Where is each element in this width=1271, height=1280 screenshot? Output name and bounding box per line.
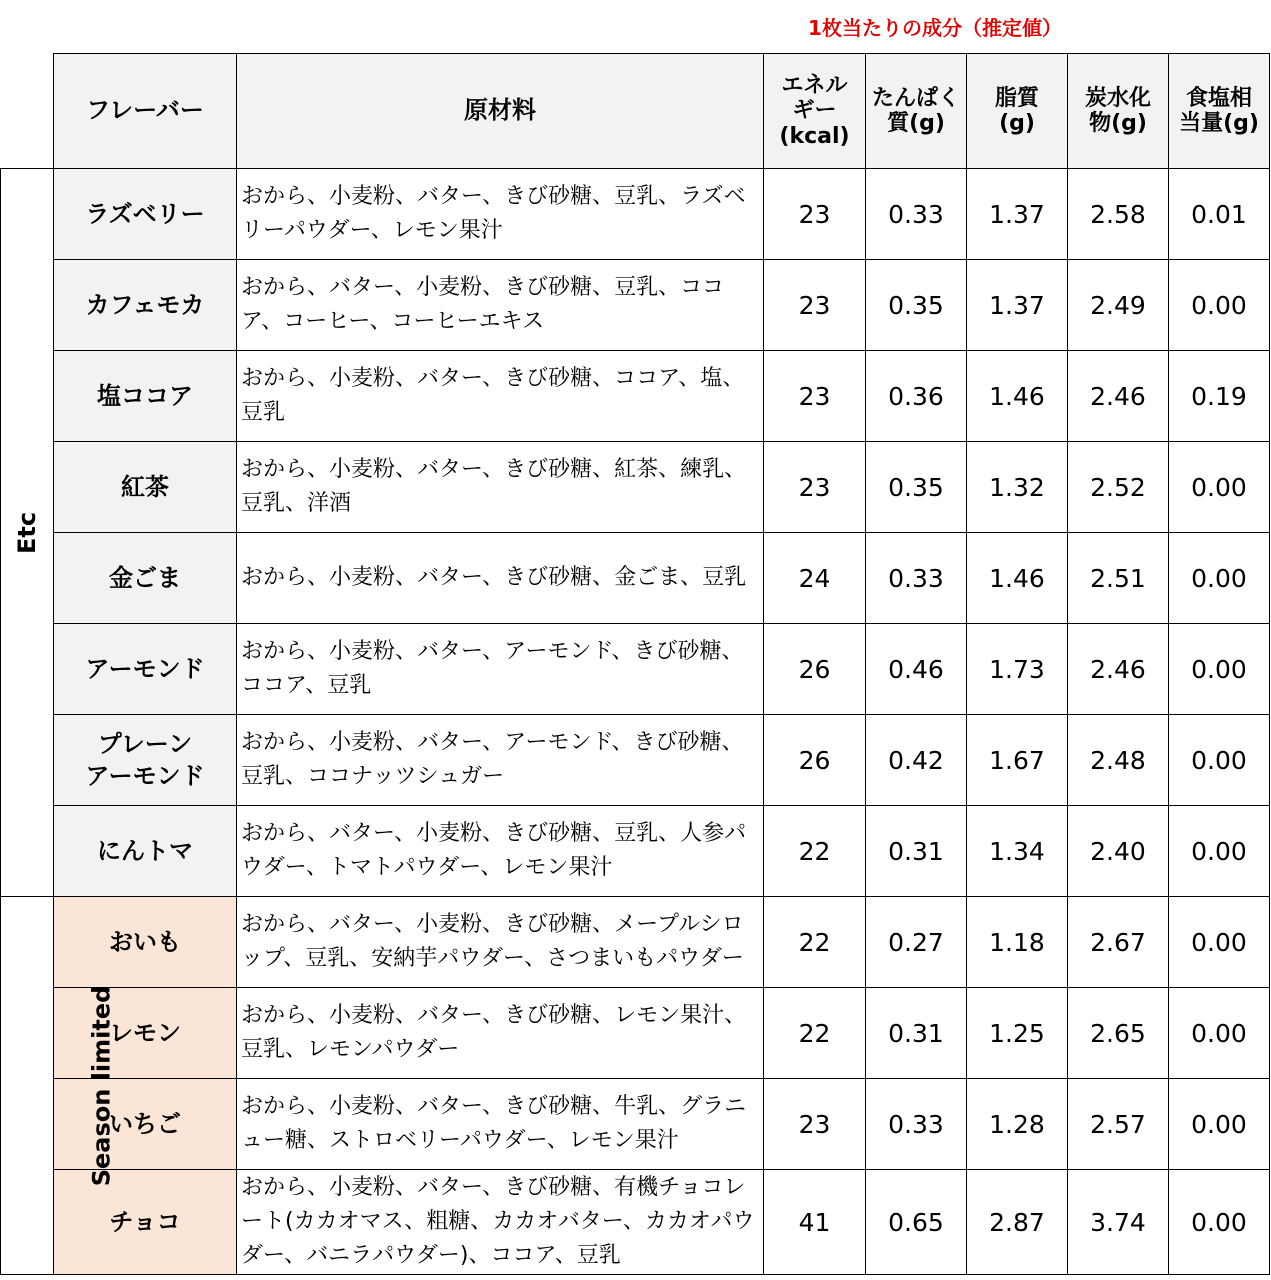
carbs-cell: 2.65 [1068, 988, 1169, 1079]
header-fat-line2: (g) [999, 111, 1035, 136]
header-salt-line1: 食塩相 [1185, 85, 1252, 111]
carbs-cell: 2.49 [1068, 260, 1169, 351]
ingredients-cell: おから、小麦粉、バター、きび砂糖、有機チョコレート(カカオマス、粗糖、カカオバター、カカオパウダー、バニラパウダー)、ココア、豆乳 [237, 1170, 764, 1275]
salt-cell: 0.00 [1169, 533, 1270, 624]
table-row [1, 988, 1270, 1079]
energy-cell: 26 [764, 715, 866, 806]
ingredients-cell: おから、小麦粉、バター、きび砂糖、ココア、塩、豆乳 [237, 351, 764, 442]
salt-cell: 0.00 [1169, 988, 1270, 1079]
carbs-cell: 2.46 [1068, 624, 1169, 715]
salt-cell: 0.00 [1169, 806, 1270, 897]
salt-cell: 0.00 [1169, 1079, 1270, 1170]
protein-cell: 0.33 [866, 1079, 967, 1170]
header-protein-line2: 質(g) [887, 111, 945, 136]
flavor-cell: チョコ [54, 1170, 237, 1275]
table-row [1, 442, 1270, 533]
energy-cell: 23 [764, 1079, 866, 1170]
table-row [1, 624, 1270, 715]
protein-cell: 0.33 [866, 533, 967, 624]
fat-cell: 1.37 [967, 169, 1068, 260]
table-row [1, 351, 1270, 442]
ingredients-cell: おから、バター、小麦粉、きび砂糖、豆乳、ココア、コーヒー、コーヒーエキス [237, 260, 764, 351]
flavor-cell: おいも [54, 897, 237, 988]
table-row [1, 169, 1270, 260]
ingredients-cell: おから、小麦粉、バター、きび砂糖、レモン果汁、豆乳、レモンパウダー [237, 988, 764, 1079]
ingredients-cell: おから、小麦粉、バター、きび砂糖、豆乳、ラズベリーパウダー、レモン果汁 [237, 169, 764, 260]
ingredients-cell: おから、小麦粉、バター、きび砂糖、牛乳、グラニュー糖、ストロベリーパウダー、レモン果汁 [237, 1079, 764, 1170]
ingredients-cell: おから、バター、小麦粉、きび砂糖、メープルシロップ、豆乳、安納芋パウダー、さつまいもパウダー [237, 897, 764, 988]
fat-cell: 1.32 [967, 442, 1068, 533]
protein-cell: 0.42 [866, 715, 967, 806]
header-ingredients: 原材料 [237, 54, 764, 169]
ingredients-cell: おから、小麦粉、バター、アーモンド、きび砂糖、ココア、豆乳 [237, 624, 764, 715]
flavor-cell: ラズベリー [54, 169, 237, 260]
flavor-cell [54, 715, 237, 806]
group-etc [1, 169, 54, 897]
flavor-line1: プレーン [97, 729, 193, 758]
header-fat [967, 54, 1068, 169]
header-energy [764, 54, 866, 169]
energy-cell: 22 [764, 806, 866, 897]
salt-cell: 0.19 [1169, 351, 1270, 442]
table-row [1, 1170, 1270, 1275]
fat-cell: 1.73 [967, 624, 1068, 715]
table-row [1, 533, 1270, 624]
carbs-cell: 2.58 [1068, 169, 1169, 260]
energy-cell: 41 [764, 1170, 866, 1275]
ingredients-cell: おから、小麦粉、バター、きび砂糖、紅茶、練乳、豆乳、洋酒 [237, 442, 764, 533]
carbs-cell: 2.40 [1068, 806, 1169, 897]
salt-cell: 0.00 [1169, 260, 1270, 351]
salt-cell: 0.01 [1169, 169, 1270, 260]
fat-cell: 2.87 [967, 1170, 1068, 1275]
header-carbs [1068, 54, 1169, 169]
table-row [1, 897, 1270, 988]
group-label-season-limited: Season limited [87, 985, 116, 1186]
table-row [1, 260, 1270, 351]
group-season-limited [1, 897, 116, 1275]
salt-cell: 0.00 [1169, 442, 1270, 533]
fat-cell: 1.18 [967, 897, 1068, 988]
carbs-cell: 2.48 [1068, 715, 1169, 806]
energy-cell: 23 [764, 260, 866, 351]
fat-cell: 1.46 [967, 533, 1068, 624]
header-salt [1169, 54, 1270, 169]
protein-cell: 0.33 [866, 169, 967, 260]
protein-cell: 0.36 [866, 351, 967, 442]
protein-cell: 0.31 [866, 988, 967, 1079]
table-row [1, 1079, 1270, 1170]
fat-cell: 1.46 [967, 351, 1068, 442]
protein-cell: 0.35 [866, 442, 967, 533]
flavor-line2: アーモンド [85, 762, 205, 790]
energy-cell: 24 [764, 533, 866, 624]
header-carbs-line2: 物(g) [1089, 111, 1147, 136]
protein-cell: 0.46 [866, 624, 967, 715]
header-row [1, 54, 1270, 169]
fat-cell: 1.37 [967, 260, 1068, 351]
energy-cell: 23 [764, 351, 866, 442]
protein-cell: 0.65 [866, 1170, 967, 1275]
carbs-cell: 2.46 [1068, 351, 1169, 442]
energy-cell: 26 [764, 624, 866, 715]
header-fat-line1: 脂質 [994, 85, 1039, 111]
energy-cell: 22 [764, 988, 866, 1079]
header-energy-line2: ギー [792, 98, 837, 124]
fat-cell: 1.28 [967, 1079, 1068, 1170]
header-flavor: フレーバー [54, 54, 237, 169]
fat-cell: 1.25 [967, 988, 1068, 1079]
salt-cell: 0.00 [1169, 624, 1270, 715]
salt-cell: 0.00 [1169, 715, 1270, 806]
header-salt-line2: 当量(g) [1179, 111, 1259, 136]
energy-cell: 23 [764, 169, 866, 260]
corner-cell [1, 54, 54, 169]
ingredients-cell: おから、バター、小麦粉、きび砂糖、豆乳、人参パウダー、トマトパウダー、レモン果汁 [237, 806, 764, 897]
protein-cell: 0.27 [866, 897, 967, 988]
nutrition-table [0, 53, 1270, 1275]
flavor-cell: にんトマ [54, 806, 237, 897]
salt-cell: 0.00 [1169, 1170, 1270, 1275]
ingredients-cell: おから、小麦粉、バター、アーモンド、きび砂糖、豆乳、ココナッツシュガー [237, 715, 764, 806]
carbs-cell: 2.51 [1068, 533, 1169, 624]
carbs-cell: 2.52 [1068, 442, 1169, 533]
carbs-cell: 2.67 [1068, 897, 1169, 988]
ingredients-cell: おから、小麦粉、バター、きび砂糖、金ごま、豆乳 [237, 533, 764, 624]
flavor-cell: いちご [54, 1079, 237, 1170]
salt-cell: 0.00 [1169, 897, 1270, 988]
carbs-cell: 2.57 [1068, 1079, 1169, 1170]
protein-cell: 0.31 [866, 806, 967, 897]
table-row [1, 806, 1270, 897]
flavor-cell: レモン [54, 988, 237, 1079]
flavor-cell: 塩ココア [54, 351, 237, 442]
header-carbs-line1: 炭水化 [1084, 85, 1151, 111]
table-row [1, 715, 1270, 806]
table-caption: 1枚当たりの成分（推定値） [808, 15, 1062, 40]
group-label-etc: Etc [13, 511, 41, 554]
header-protein-line1: たんぱく [871, 85, 960, 111]
energy-cell: 23 [764, 442, 866, 533]
fat-cell: 1.34 [967, 806, 1068, 897]
carbs-cell: 3.74 [1068, 1170, 1169, 1275]
flavor-cell: 金ごま [54, 533, 237, 624]
header-energy-line3: (kcal) [779, 123, 850, 149]
energy-cell: 22 [764, 897, 866, 988]
flavor-cell: アーモンド [54, 624, 237, 715]
flavor-cell: 紅茶 [54, 442, 237, 533]
header-energy-line1: エネル [781, 73, 848, 99]
fat-cell: 1.67 [967, 715, 1068, 806]
header-protein [866, 54, 967, 169]
protein-cell: 0.35 [866, 260, 967, 351]
flavor-cell: カフェモカ [54, 260, 237, 351]
